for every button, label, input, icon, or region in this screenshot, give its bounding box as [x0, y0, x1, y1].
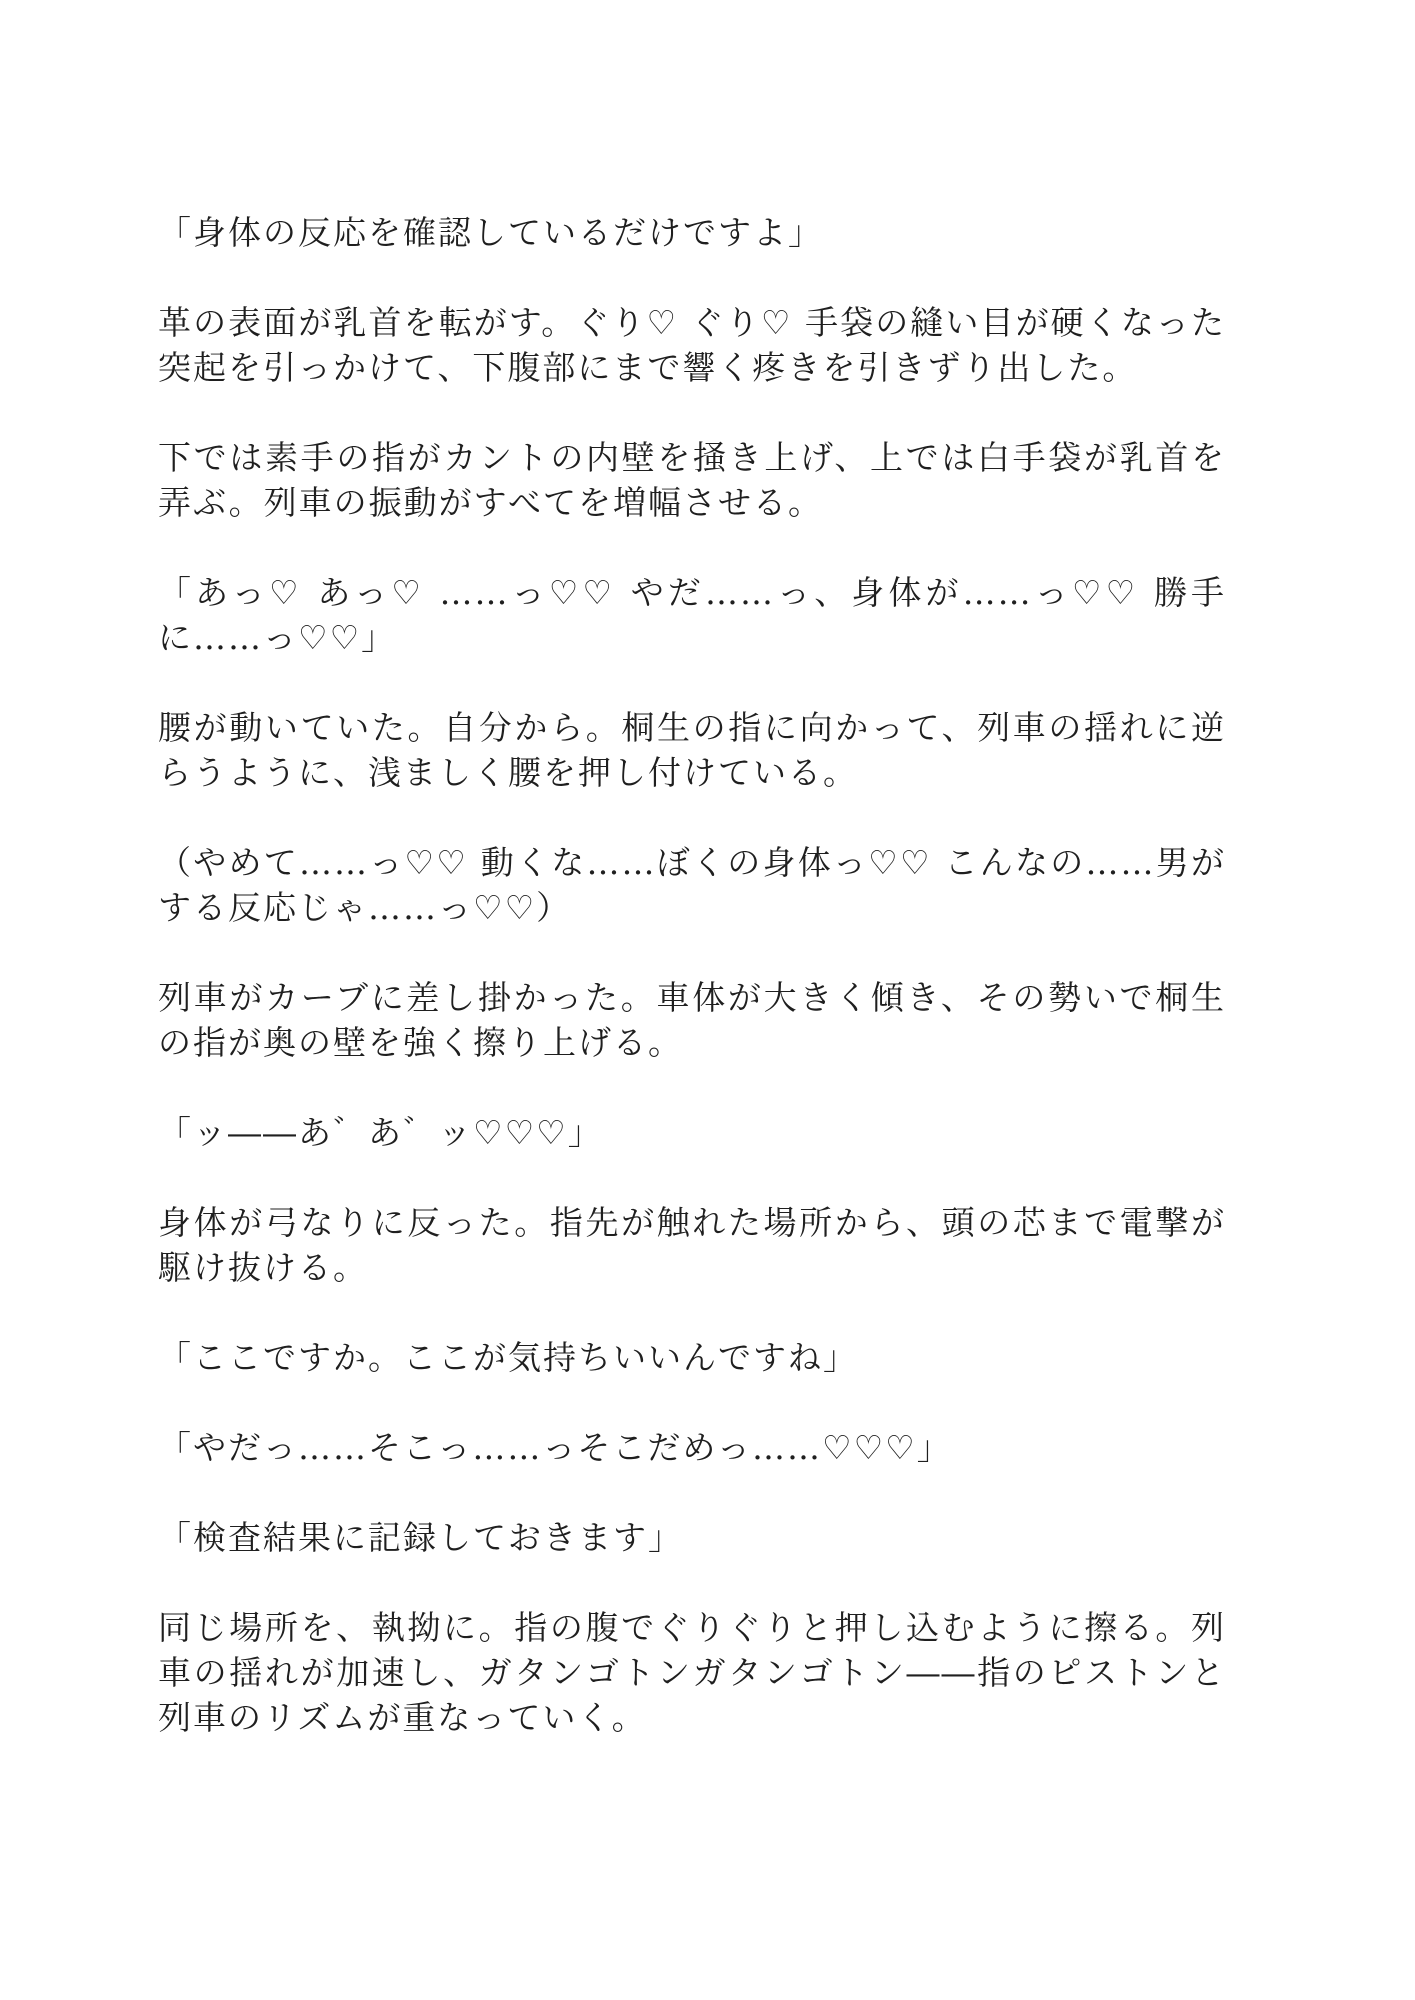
paragraph-narration: 革の表面が乳首を転がす。ぐり♡ ぐり♡ 手袋の縫い目が硬くなった突起を引っかけて、下腹部にまで響く疼きを引きずり出した。: [158, 303, 1226, 387]
paragraph-thought: （やめて……っ♡♡ 動くな……ぼくの身体っ♡♡ こんなの……男がする反応じゃ……っ♡♡）: [158, 843, 1226, 927]
paragraph-dialogue: 「身体の反応を確認しているだけですよ」: [158, 213, 823, 252]
paragraph-dialogue: 「検査結果に記録しておきます」: [158, 1518, 683, 1557]
paragraph-dialogue: 「ッ――あ゛あ゛ッ♡♡♡」: [158, 1113, 603, 1152]
paragraph-dialogue: 「やだっ……そこっ……っそこだめっ……♡♡♡」: [158, 1428, 952, 1467]
paragraph-narration: 身体が弓なりに反った。指先が触れた場所から、頭の芯まで電撃が駆け抜ける。: [158, 1203, 1226, 1287]
paragraph-narration: 下では素手の指がカントの内壁を掻き上げ、上では白手袋が乳首を弄ぶ。列車の振動がすべてを増幅させる。: [158, 438, 1226, 522]
paragraph-narration: 列車がカーブに差し掛かった。車体が大きく傾き、その勢いで桐生の指が奥の壁を強く擦り上げる。: [158, 978, 1226, 1062]
text-block: [158, 210, 1226, 1785]
paragraph-dialogue: 「あっ♡ あっ♡ ……っ♡♡ やだ……っ、身体が……っ♡♡ 勝手に……っ♡♡」: [158, 573, 1226, 657]
paragraph-dialogue: 「ここですか。ここが気持ちいいんですね」: [158, 1338, 858, 1377]
paragraph-narration: 腰が動いていた。自分から。桐生の指に向かって、列車の揺れに逆らうように、浅ましく腰を押し付けている。: [158, 708, 1226, 792]
paragraph-narration: 同じ場所を、執拗に。指の腹でぐりぐりと押し込むように擦る。列車の揺れが加速し、ガタンゴトンガタンゴトン――指のピストンと列車のリズムが重なっていく。: [158, 1608, 1226, 1737]
